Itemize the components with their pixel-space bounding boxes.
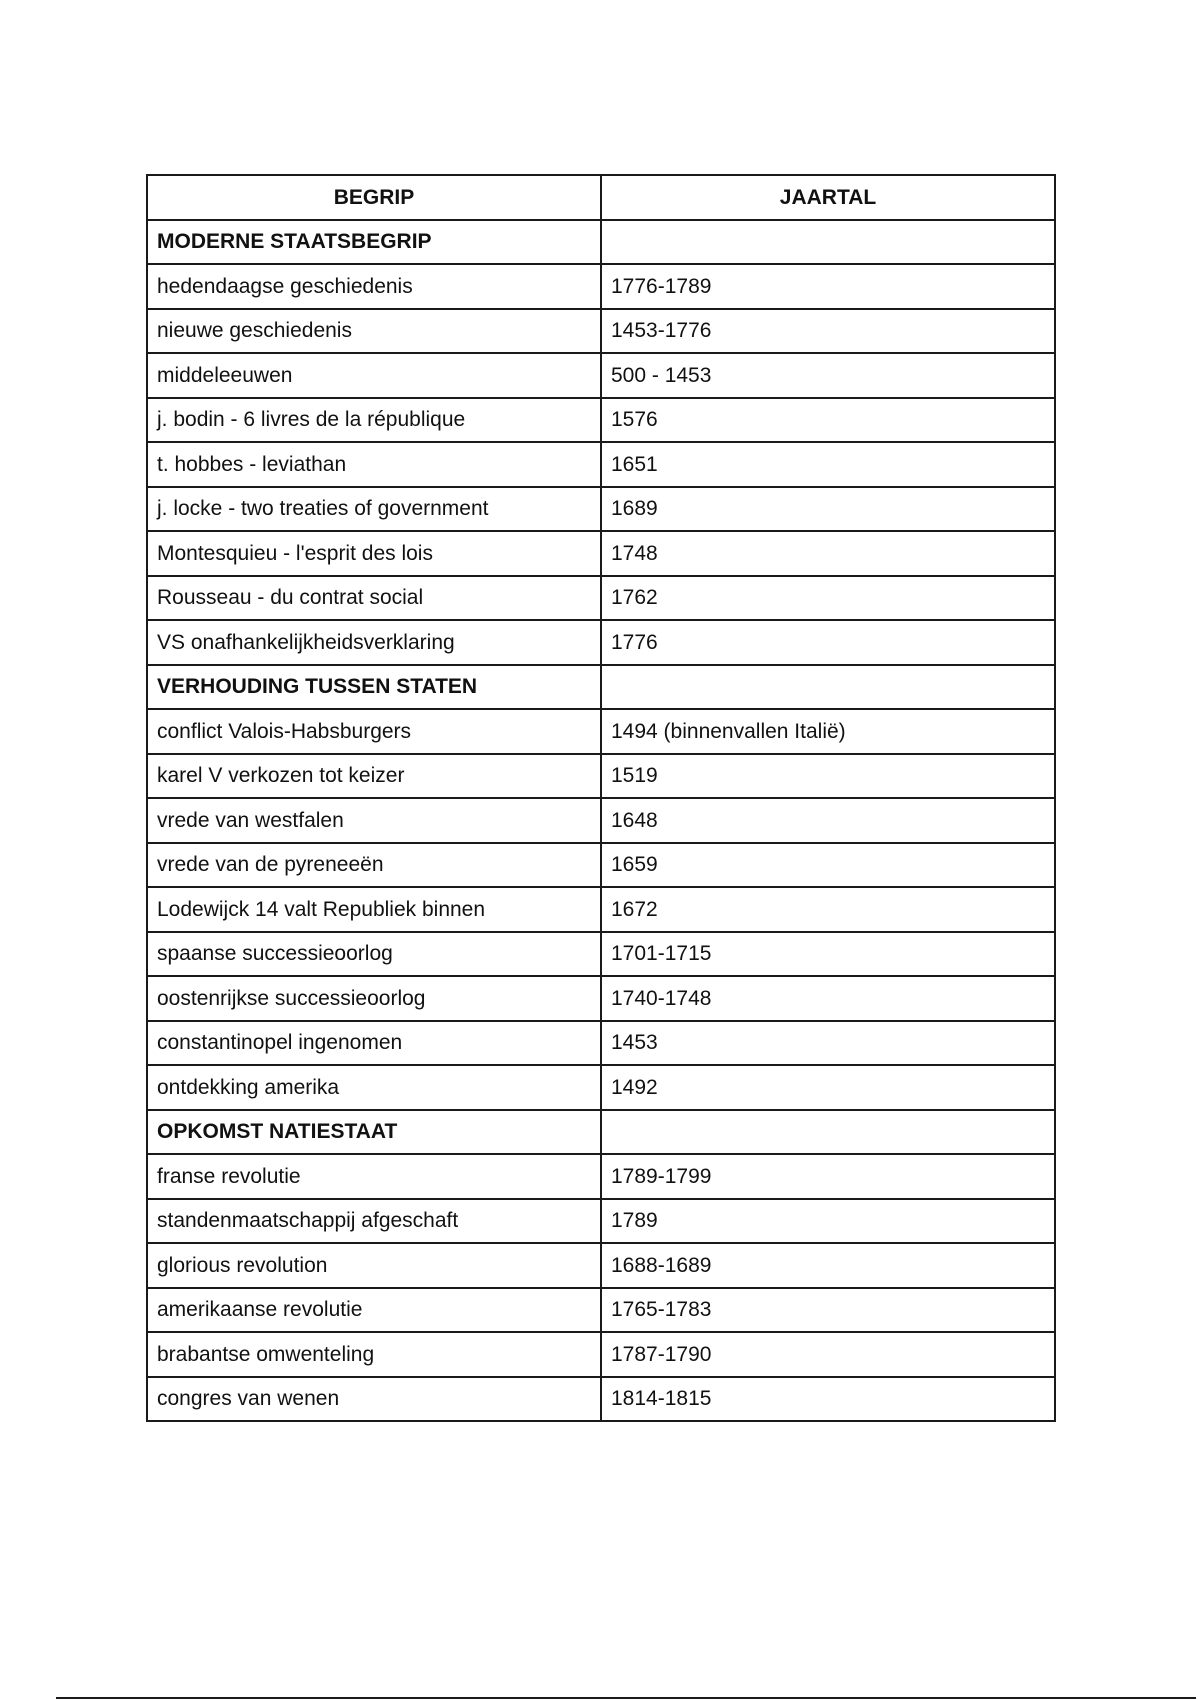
year-cell: 1762	[601, 576, 1055, 621]
table-row	[147, 887, 1055, 932]
year-cell: 1701-1715	[601, 932, 1055, 977]
table-row	[147, 309, 1055, 354]
year-cell	[601, 665, 1055, 710]
table-row	[147, 353, 1055, 398]
table-row	[147, 1243, 1055, 1288]
term-cell: middeleeuwen	[147, 353, 601, 398]
year-cell: 1453	[601, 1021, 1055, 1066]
term-cell: t. hobbes - leviathan	[147, 442, 601, 487]
term-cell: ontdekking amerika	[147, 1065, 601, 1110]
section-title: OPKOMST NATIESTAAT	[147, 1110, 601, 1155]
term-cell: constantinopel ingenomen	[147, 1021, 601, 1066]
section-row	[147, 665, 1055, 710]
year-cell: 1453-1776	[601, 309, 1055, 354]
year-cell: 500 - 1453	[601, 353, 1055, 398]
year-cell: 1740-1748	[601, 976, 1055, 1021]
year-cell: 1494 (binnenvallen Italië)	[601, 709, 1055, 754]
table-body	[147, 220, 1055, 1422]
term-cell: glorious revolution	[147, 1243, 601, 1288]
year-cell: 1689	[601, 487, 1055, 532]
table-row	[147, 264, 1055, 309]
term-cell: oostenrijkse successieoorlog	[147, 976, 601, 1021]
table-row	[147, 798, 1055, 843]
year-cell: 1648	[601, 798, 1055, 843]
table-row	[147, 620, 1055, 665]
term-cell: Montesquieu - l'esprit des lois	[147, 531, 601, 576]
table-row	[147, 576, 1055, 621]
table-row	[147, 1199, 1055, 1244]
concept-year-table	[146, 174, 1056, 1422]
term-cell: nieuwe geschiedenis	[147, 309, 601, 354]
year-cell: 1814-1815	[601, 1377, 1055, 1422]
section-row	[147, 1110, 1055, 1155]
term-cell: amerikaanse revolutie	[147, 1288, 601, 1333]
term-cell: brabantse omwenteling	[147, 1332, 601, 1377]
section-title: MODERNE STAATSBEGRIP	[147, 220, 601, 265]
year-cell: 1672	[601, 887, 1055, 932]
table-row	[147, 932, 1055, 977]
year-cell	[601, 1110, 1055, 1155]
year-cell: 1748	[601, 531, 1055, 576]
table-row	[147, 1021, 1055, 1066]
year-cell: 1492	[601, 1065, 1055, 1110]
year-cell: 1776	[601, 620, 1055, 665]
section-title: VERHOUDING TUSSEN STATEN	[147, 665, 601, 710]
term-cell: VS onafhankelijkheidsverklaring	[147, 620, 601, 665]
term-cell: hedendaagse geschiedenis	[147, 264, 601, 309]
section-row	[147, 220, 1055, 265]
header-term: BEGRIP	[147, 175, 601, 220]
table-row	[147, 1288, 1055, 1333]
table-row	[147, 398, 1055, 443]
term-cell: vrede van westfalen	[147, 798, 601, 843]
table-row	[147, 843, 1055, 888]
table-row	[147, 1377, 1055, 1422]
footer-divider	[56, 1697, 1196, 1699]
table-row	[147, 754, 1055, 799]
year-cell	[601, 220, 1055, 265]
term-cell: Rousseau - du contrat social	[147, 576, 601, 621]
table-row	[147, 531, 1055, 576]
table-row	[147, 1332, 1055, 1377]
table-row	[147, 976, 1055, 1021]
year-cell: 1688-1689	[601, 1243, 1055, 1288]
table-row	[147, 442, 1055, 487]
term-cell: vrede van de pyreneeën	[147, 843, 601, 888]
term-cell: j. bodin - 6 livres de la république	[147, 398, 601, 443]
table-row	[147, 1065, 1055, 1110]
year-cell: 1789-1799	[601, 1154, 1055, 1199]
year-cell: 1765-1783	[601, 1288, 1055, 1333]
year-cell: 1659	[601, 843, 1055, 888]
table-row	[147, 1154, 1055, 1199]
term-cell: j. locke - two treaties of government	[147, 487, 601, 532]
year-cell: 1651	[601, 442, 1055, 487]
term-cell: franse revolutie	[147, 1154, 601, 1199]
table-row	[147, 709, 1055, 754]
term-cell: Lodewijck 14 valt Republiek binnen	[147, 887, 601, 932]
term-cell: congres van wenen	[147, 1377, 601, 1422]
term-cell: conflict Valois-Habsburgers	[147, 709, 601, 754]
table-row	[147, 487, 1055, 532]
year-cell: 1787-1790	[601, 1332, 1055, 1377]
term-cell: standenmaatschappij afgeschaft	[147, 1199, 601, 1244]
term-cell: spaanse successieoorlog	[147, 932, 601, 977]
table-header-row	[147, 175, 1055, 220]
header-year: JAARTAL	[601, 175, 1055, 220]
year-cell: 1576	[601, 398, 1055, 443]
term-cell: karel V verkozen tot keizer	[147, 754, 601, 799]
year-cell: 1519	[601, 754, 1055, 799]
year-cell: 1789	[601, 1199, 1055, 1244]
year-cell: 1776-1789	[601, 264, 1055, 309]
